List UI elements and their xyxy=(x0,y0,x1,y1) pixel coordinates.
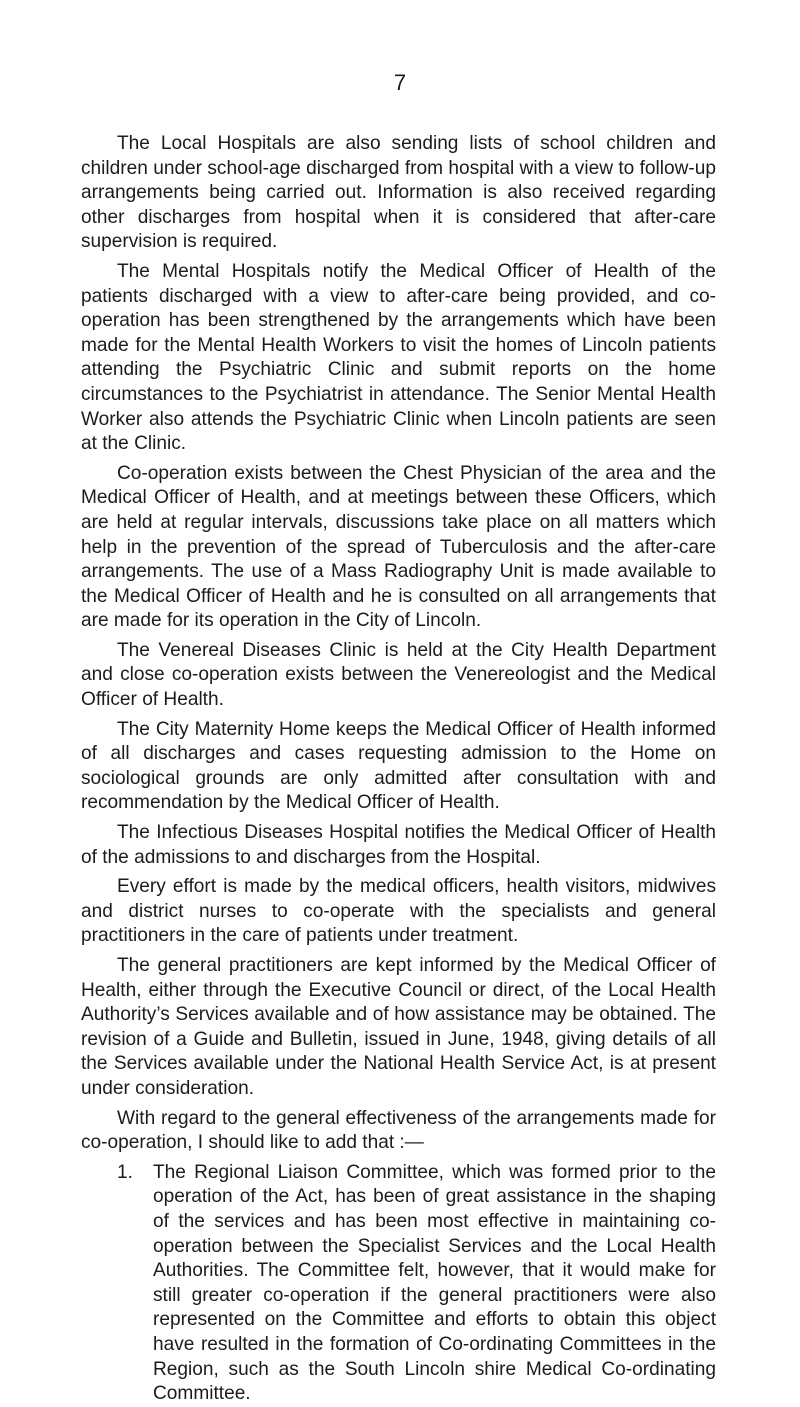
paragraph-venereal-diseases: The Venereal Diseases Clinic is held at the City Health Department and close co-operation exists between the Venereologist and the Medical Officer of Health. xyxy=(81,639,716,711)
paragraph-local-hospitals: The Local Hospitals are also sending lists of school children and children under school-age discharged from hospital with a view to follow-up arrangements being carried out. Information is also received regarding other discharges from hospital when it is considered that after-care supervision is required. xyxy=(81,133,716,253)
paragraph-maternity-home: The City Maternity Home keeps the Medical Officer of Health informed of all discharges and cases requesting admission to the Home on sociological grounds are only admitted after consultation with and recommendation by the Medical Officer of Health. xyxy=(81,718,716,814)
paragraph-every-effort: Every effort is made by the medical officers, health visitors, midwives and district nurses to co-operate with the specialists and general practitioners in the care of patients under treatment. xyxy=(81,876,716,947)
paragraph-infectious-diseases: The Infectious Diseases Hospital notifies the Medical Officer of Health of the admissions to and discharges from the Hospital. xyxy=(81,822,716,868)
paragraph-chest-physician: Co-operation exists between the Chest Physician of the area and the Medical Officer of Health, and at meetings between these Officers, which are held at regular intervals, discussions take place on all matters which help in the prevention of the spread of Tuberculosis and the after-care arrangements. The use of a Mass Radiography Unit is made available to the Medical Officer of Health and he is consulted on all arrangements that are made for its operation in the City of Lincoln. xyxy=(81,462,716,632)
page-number: 7 xyxy=(393,70,407,95)
paragraph-mental-hospitals: The Mental Hospitals notify the Medical Officer of Health of the patients discharged with a view to after-care being provided, and co-operation has been strengthened by the arrangements which have been made for the Mental Health Workers to visit the homes of Lincoln patients attending the Psychiatric Clinic and submit reports on the home circumstances to the Psychiatrist in attendance. The Senior Mental Health Worker also attends the Psychiatric Clinic when Lincoln patients are seen at the Clinic. xyxy=(81,260,716,455)
paragraph-effectiveness: With regard to the general effectiveness of the arrangements made for co-operation, I should like to add that :— xyxy=(81,1107,716,1154)
numbered-item xyxy=(81,1161,716,1407)
paragraph-general-practitioners: The general practitioners are kept informed by the Medical Officer of Health, either through the Executive Council or direct, of the Local Health Authority’s Services available and of how assistance may be obtained. The revision of a Guide and Bulletin, issued in June, 1948, giving details of all the Services available under the National Health Service Act, is at present under consideration. xyxy=(81,955,716,1099)
numbered-item-text: The Regional Liaison Committee, which was formed prior to the operation of the Act, has been of great assistance in the shaping of the services and has been most effective in maintaining co-operation between the Specialist Services and the Local Health Authorities. The Committee felt, however, that it would make for still greater co-operation if the general practitioners were also represented on the Committee and efforts to obtain this object have resulted in the formation of Co-ordinating Committees in the Region, such as the South Lincoln shire Medical Co-ordinating Committee. xyxy=(153,1161,716,1405)
numbered-item-number: 1. xyxy=(117,1161,133,1183)
document-body xyxy=(81,132,716,1407)
